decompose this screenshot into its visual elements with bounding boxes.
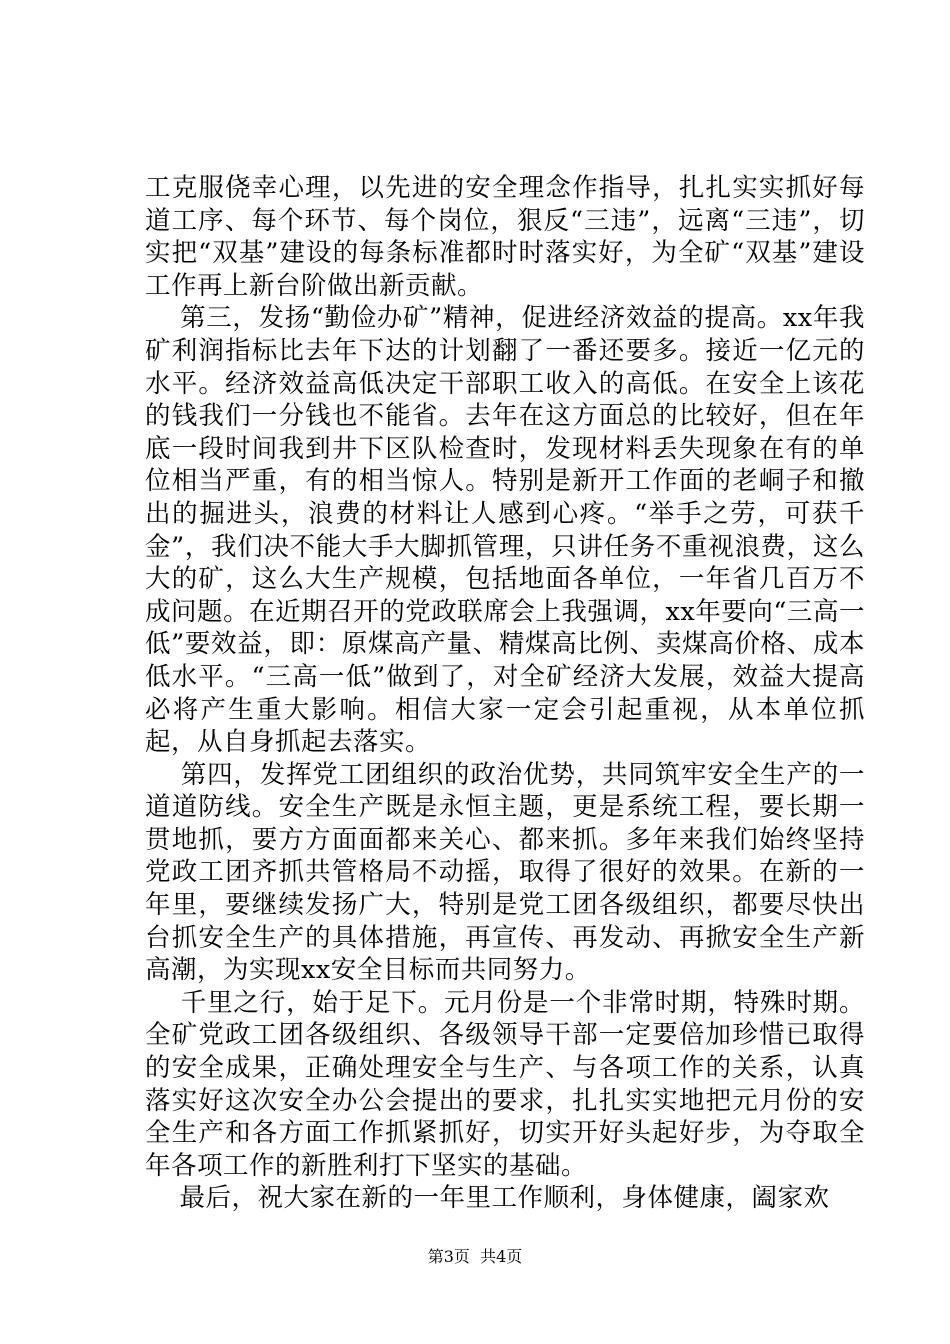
paragraph-first-step: 千里之行，始于足下。元月份是一个非常时期，特殊时期。全矿党政工团各级组织、各级领导干部一定要倍加珍惜已取得的安全成果，正确处理安全与生产、与各项工作的关系，认真落实好这次安全办公会提出的要求，扎扎实实地把元月份的安全生产和各方面工作抓紧抓好，切实开好头起好步，为夺取全年各项工作的新胜利打下坚实的基础。 xyxy=(145,987,865,1181)
paragraph-fourth-point: 第四，发挥党工团组织的政治优势，共同筑牢安全生产的一道道防线。安全生产既是永恒主题，更是系统工程，要长期一贯地抓，要方方面面都来关心、都来抓。多年来我们始终坚持党政工团齐抓共管格局不动摇，取得了很好的效果。在新的一年里，要继续发扬广大，特别是党工团各级组织，都要尽快出台抓安全生产的具体措施，再宣传、再发动、再掀安全生产新高潮，为实现xx安全目标而共同努力。 xyxy=(145,759,865,986)
document-body xyxy=(145,172,865,1215)
paragraph-continuation: 工克服侥幸心理，以先进的安全理念作指导，扎扎实实抓好每道工序、每个环节、每个岗位，狠反“三违”，远离“三违”，切实把“双基”建设的每条标准都时时落实好，为全矿“双基”建设工作再上新台阶做出新贡献。 xyxy=(145,173,865,301)
paragraph-third-point: 第三，发扬“勤俭办矿”精神，促进经济效益的提高。xx年我矿利润指标比去年下达的计划翻了一番还要多。接近一亿元的水平。经济效益高低决定干部职工收入的高低。在安全上该花的钱我们一分钱也不能省。去年在这方面总的比较好，但在年底一段时间我到井下区队检查时，发现材料丢失现象在有的单位相当严重，有的相当惊人。特别是新开工作面的老峒子和撤出的掘进头，浪费的材料让人感到心疼。“举手之劳，可获千金”，我们决不能大手大脚抓管理，只讲任务不重视浪费，这么大的矿，这么大生产规模，包括地面各单位，一年省几百万不成问题。在近期召开的党政联席会上我强调，xx年要向“三高一低”要效益，即：原煤高产量、精煤高比例、卖煤高价格、成本低水平。“三高一低”做到了，对全矿经济大发展，效益大提高必将产生重大影响。相信大家一定会引起重视，从本单位抓起，从自身抓起去落实。 xyxy=(145,303,865,758)
page-number-footer: 第3页 共4页 xyxy=(427,1247,523,1266)
paragraph-closing: 最后，祝大家在新的一年里工作顺利，身体健康，阖家欢 xyxy=(145,1183,830,1214)
